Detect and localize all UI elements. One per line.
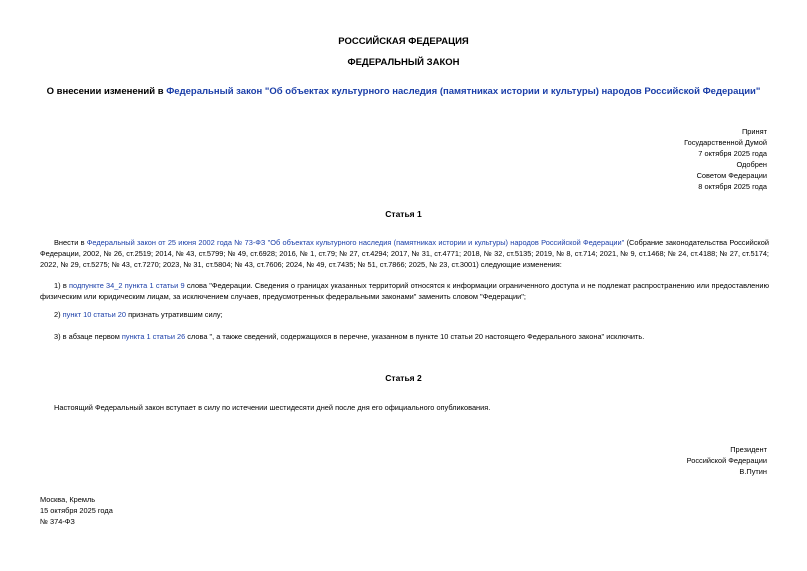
item-1-link[interactable]: подпункте 34_2 пункта 1 статьи 9 [69,281,185,290]
item-3-link[interactable]: пункта 1 статьи 26 [121,332,186,341]
acceptance-date: 7 октября 2025 года [698,149,767,158]
signature-block [687,444,767,477]
intro-suffix: (Собрание законодательства Российской Федерации, 2002, № 26, ст.2519; 2014, № 43, ст.5799; № 49, ст.6928; 2016, № 1, ст.79; № 27, ст.4294; 2017, № 31, ст.4771; 2018, № 32, ст.5135; 2019, № 8, ст.714; 2021, № 9, ст.1468; № 24, ст.4188; № 27, ст.5174; 2022, № 29, ст.5275; № 43, ст.7270; 2023, № 31, ст.5804; № 43, ст.7606; 2024, № 49, ст.7435; № 51, ст.7866; 2025, № 23, ст.3001) следующие изменения: [40,238,769,270]
item-1-prefix: 1) в [54,281,70,290]
intro-prefix: Внести в [54,238,87,247]
country-heading: РОССИЙСКАЯ ФЕДЕРАЦИЯ [338,36,469,47]
law-number: № 374-ФЗ [40,517,75,526]
item-3-suffix: слова ", а также сведений, содержащихся в перечне, указанном в пункте 10 статьи 20 настоящего Федерального закона" исключить. [185,332,645,341]
item-1-suffix: слова "Федерации. Сведения о границах указанных территорий относятся к информации ограниченного доступа и не подлежат распространению или предоставлению физическим или юридическим лицам, за исключением случаев, предусмотренных федеральными законами" заменить словом "Федерации"; [40,281,770,302]
article-1-heading: Статья 1 [385,209,422,219]
article-1-item-2 [40,309,769,320]
law-title-link[interactable]: Федеральный закон "Об объектах культурного наследия (памятниках истории и культуры) народов Российской Федерации" [166,86,761,97]
item-2-suffix: признать утратившим силу; [126,310,223,319]
article-1-item-1 [40,280,769,302]
signing-place: Москва, Кремль [40,495,96,504]
signature-title: Российской Федерации [686,456,767,465]
acceptance-block [684,126,767,192]
signing-date: 15 октября 2025 года [40,506,113,515]
item-3-prefix: 3) в абзаце первом [54,332,122,341]
article-1-intro [40,237,769,271]
acceptance-line: Принят [741,127,767,136]
article-2-heading: Статья 2 [385,373,422,383]
item-2-link[interactable]: пункт 10 статьи 20 [62,310,127,319]
signature-title: Президент [730,445,767,454]
intro-law-link[interactable]: Федеральный закон от 25 июня 2002 года № 73-ФЗ "Об объектах культурного наследия (памятниках истории и культуры) народов Российской Федерации" [86,238,625,247]
law-title-prefix: О внесении изменений в [46,86,167,97]
approval-line: Одобрен [736,160,767,169]
approval-date: 8 октября 2025 года [698,182,767,191]
article-2-text: Настоящий Федеральный закон вступает в силу по истечении шестидесяти дней после дня его официального опубликования. [54,403,491,412]
item-2-prefix: 2) [54,310,63,319]
article-1-item-3 [40,331,769,342]
acceptance-line: Государственной Думой [684,138,767,147]
signature-name: В.Путин [739,467,767,476]
doc-type-heading: ФЕДЕРАЛЬНЫЙ ЗАКОН [347,57,460,68]
signing-details [40,494,113,527]
approval-line: Советом Федерации [696,171,767,180]
law-title [0,86,807,97]
